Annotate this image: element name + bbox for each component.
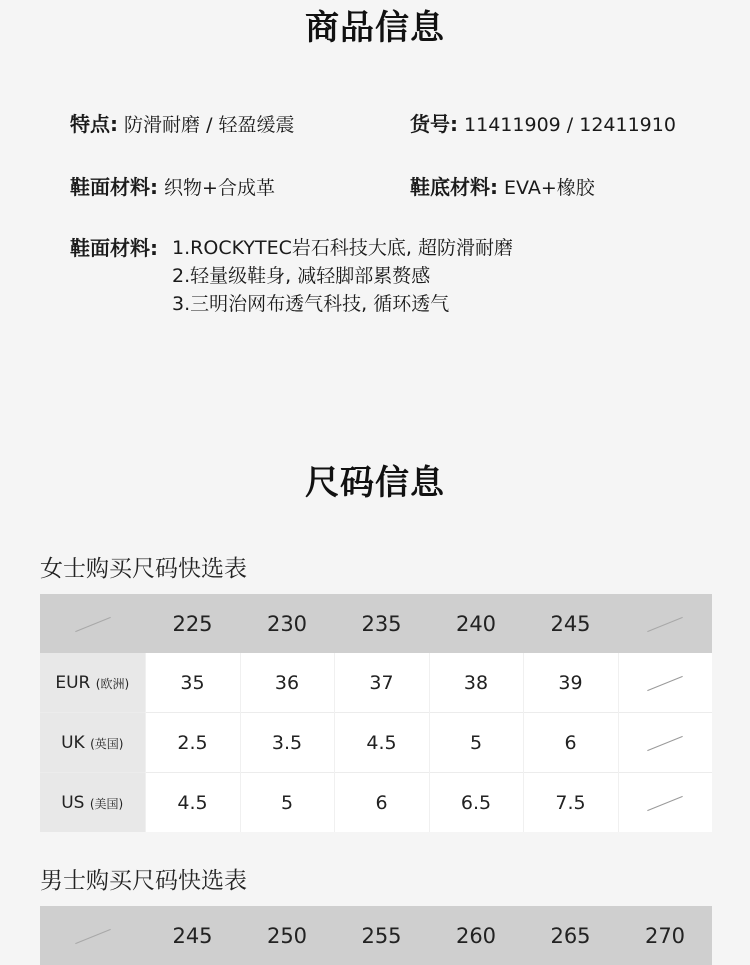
size-cell: 5 [429,713,523,773]
diagonal-slash-icon [75,929,111,944]
sole-material-value: EVA+橡胶 [504,177,595,199]
features-row [70,110,295,139]
upper-material-row [70,173,275,202]
technology-item: 3.三明治网布透气科技, 循环透气 [172,293,450,315]
corner-cell [40,906,145,965]
size-cell: 4.5 [145,773,240,833]
size-cell: 7.5 [523,773,618,833]
sole-material-row [410,173,595,202]
size-header-cell: 265 [523,906,618,965]
product-info-title: 商品信息 [305,8,445,48]
diagonal-slash-icon [647,617,683,632]
women-size-table [40,594,712,832]
size-cell: 6.5 [429,773,523,833]
table-header-row [40,906,712,965]
size-cell: 37 [334,653,429,713]
size-cell: 36 [240,653,334,713]
empty-header-cell [618,594,712,653]
row-label-uk: UK (英国) [40,713,145,773]
upper-material-label: 鞋面材料: [70,175,158,199]
size-cell: 6 [334,773,429,833]
sole-material-label: 鞋底材料: [410,175,498,199]
size-header-cell: 245 [523,594,618,653]
empty-cell [618,713,712,773]
table-row [40,713,712,773]
size-cell: 35 [145,653,240,713]
sku-value: 11411909 / 12411910 [464,114,676,136]
size-header-cell: 250 [240,906,334,965]
technology-list [172,234,513,318]
size-cell: 3.5 [240,713,334,773]
table-header-row [40,594,712,653]
upper-material-value: 织物+合成革 [164,177,275,199]
size-header-cell: 260 [429,906,523,965]
size-header-cell: 235 [334,594,429,653]
technology-block [70,234,513,318]
diagonal-slash-icon [647,675,683,690]
size-cell: 6 [523,713,618,773]
size-header-cell: 245 [145,906,240,965]
row-label-eur: EUR (欧洲) [40,653,145,713]
empty-cell [618,653,712,713]
diagonal-slash-icon [647,735,683,750]
size-header-cell: 240 [429,594,523,653]
sku-row [410,110,676,139]
size-header-cell: 230 [240,594,334,653]
size-info-title: 尺码信息 [305,463,445,503]
technology-item: 2.轻量级鞋身, 减轻脚部累赘感 [172,265,431,287]
diagonal-slash-icon [647,795,683,810]
table-row [40,653,712,713]
corner-cell [40,594,145,653]
size-header-cell: 225 [145,594,240,653]
technology-item: 1.ROCKYTEC岩石科技大底, 超防滑耐磨 [172,237,513,259]
size-cell: 2.5 [145,713,240,773]
size-header-cell: 270 [618,906,712,965]
empty-cell [618,773,712,833]
men-size-table-title: 男士购买尺码快选表 [40,868,247,894]
technology-label: 鞋面材料: [70,236,158,260]
women-size-table-title: 女士购买尺码快选表 [40,556,247,582]
sku-label: 货号: [410,112,458,136]
features-label: 特点: [70,112,118,136]
table-row [40,773,712,833]
diagonal-slash-icon [75,617,111,632]
row-label-us: US (美国) [40,773,145,833]
size-cell: 4.5 [334,713,429,773]
size-cell: 39 [523,653,618,713]
features-value: 防滑耐磨 / 轻盈缓震 [124,114,295,136]
size-header-cell: 255 [334,906,429,965]
size-cell: 5 [240,773,334,833]
size-cell: 38 [429,653,523,713]
men-size-table [40,906,712,965]
